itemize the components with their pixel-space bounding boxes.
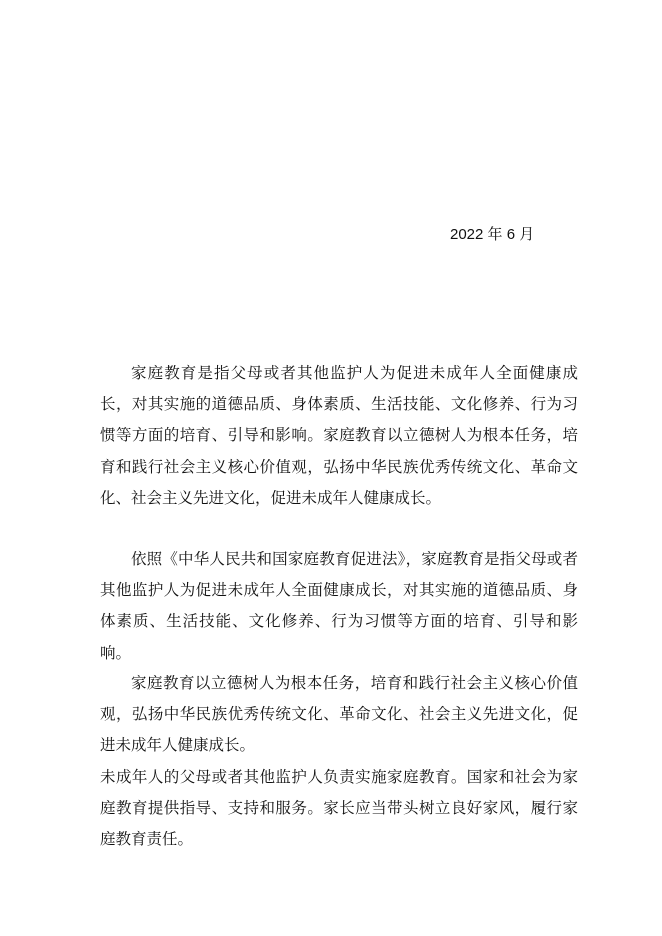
paragraph-law-reference: 依照《中华人民共和国家庭教育促进法》，家庭教育是指父母或者其他监护人为促进未成年人全面健康成长，对其实施的道德品质、身体素质、生活技能、文化修养、行为习惯等方面的培育、引导和影响。 [100,550,578,662]
paragraph-guardian-responsibility: 未成年人的父母或者其他监护人负责实施家庭教育。国家和社会为家庭教育提供指导、支持和服务。家长应当带头树立良好家风，履行家庭教育责任。 [100,768,578,849]
document-date: 2022 年 6 月 [450,226,535,243]
paragraph-moral-education-task: 家庭教育以立德树人为根本任务，培育和践行社会主义核心价值观，弘扬中华民族优秀传统文化、革命文化、社会主义先进文化，促进未成年人健康成长。 [100,674,578,755]
paragraph-family-education-definition: 家庭教育是指父母或者其他监护人为促进未成年人全面健康成长，对其实施的道德品质、身体素质、生活技能、文化修养、行为习惯等方面的培育、引导和影响。家庭教育以立德树人为根本任务，培育和践行社会主义核心价值观，弘扬中华民族优秀传统文化、革命文化、社会主义先进文化，促进未成年人健康成长。 [100,364,578,507]
